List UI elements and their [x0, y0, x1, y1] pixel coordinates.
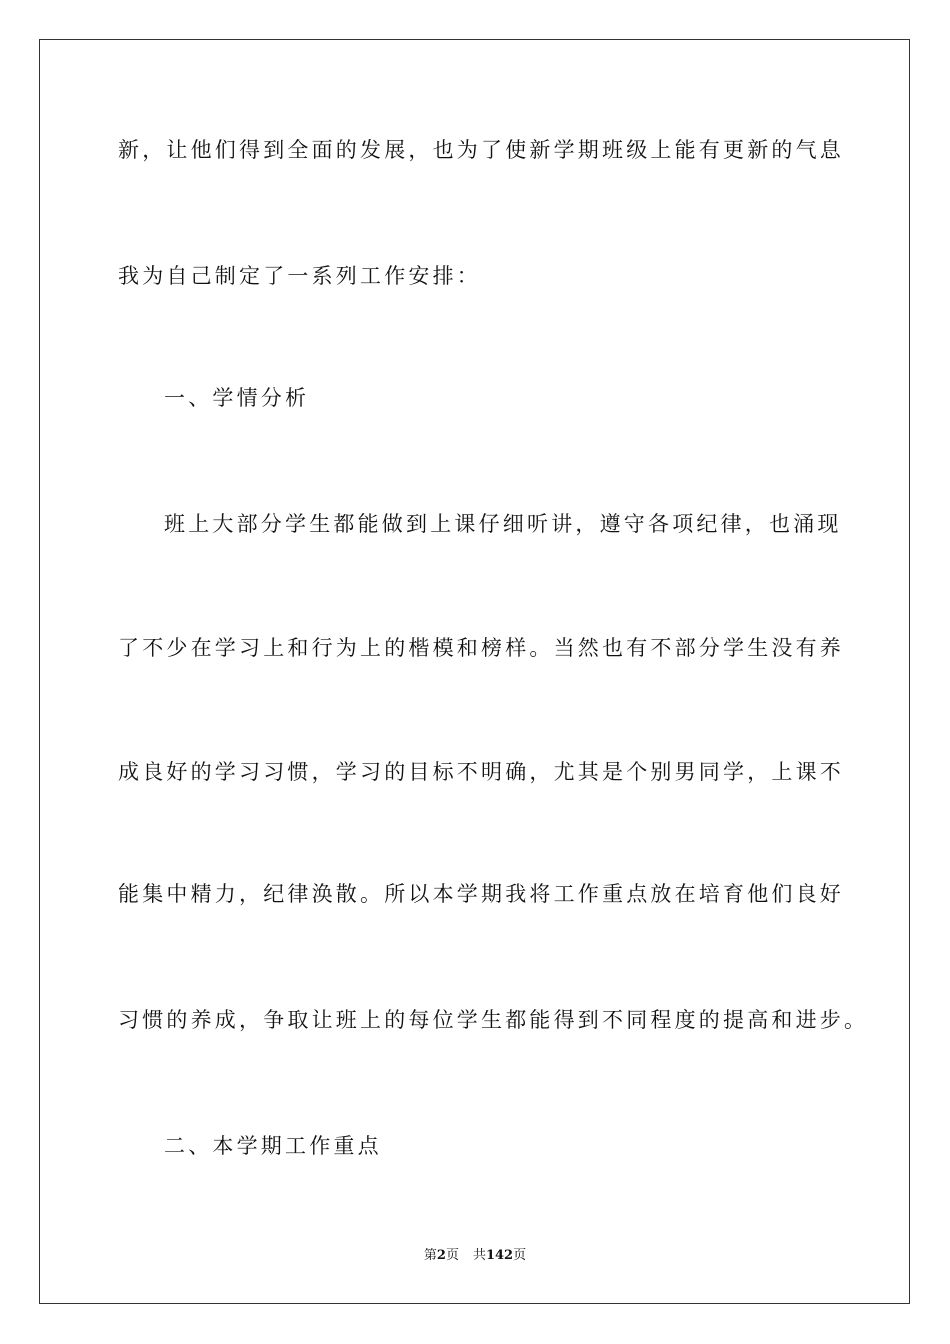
page-footer — [0, 1247, 950, 1265]
footer-page-suffix: 页 — [445, 1248, 459, 1263]
body-line-6: 能集中精力，纪律涣散。所以本学期我将工作重点放在培育他们良好 — [118, 882, 844, 906]
body-line-5: 成良好的学习习惯，学习的目标不明确，尤其是个别男同学，上课不 — [118, 760, 844, 784]
footer-page-number: 2 — [436, 1248, 446, 1263]
footer-total-suffix: 页 — [513, 1248, 527, 1263]
footer-page-prefix: 第 — [423, 1248, 437, 1263]
body-line-7: 习惯的养成，争取让班上的每位学生都能得到不同程度的提高和进步。 — [118, 1008, 869, 1032]
body-line-3: 班上大部分学生都能做到上课仔细听讲，遵守各项纪律，也涌现 — [164, 512, 842, 536]
footer-total-prefix: 共 — [472, 1248, 486, 1263]
body-line-2: 我为自己制定了一系列工作安排： — [118, 264, 481, 288]
section-heading-2: 二、本学期工作重点 — [164, 1134, 382, 1158]
page-border — [39, 39, 910, 1304]
footer-total-pages: 142 — [485, 1248, 514, 1263]
body-line-1: 新，让他们得到全面的发展，也为了使新学期班级上能有更新的气息 — [118, 138, 844, 162]
section-heading-1: 一、学情分析 — [164, 386, 310, 410]
body-line-4: 了不少在学习上和行为上的楷模和榜样。当然也有不部分学生没有养 — [118, 636, 844, 660]
